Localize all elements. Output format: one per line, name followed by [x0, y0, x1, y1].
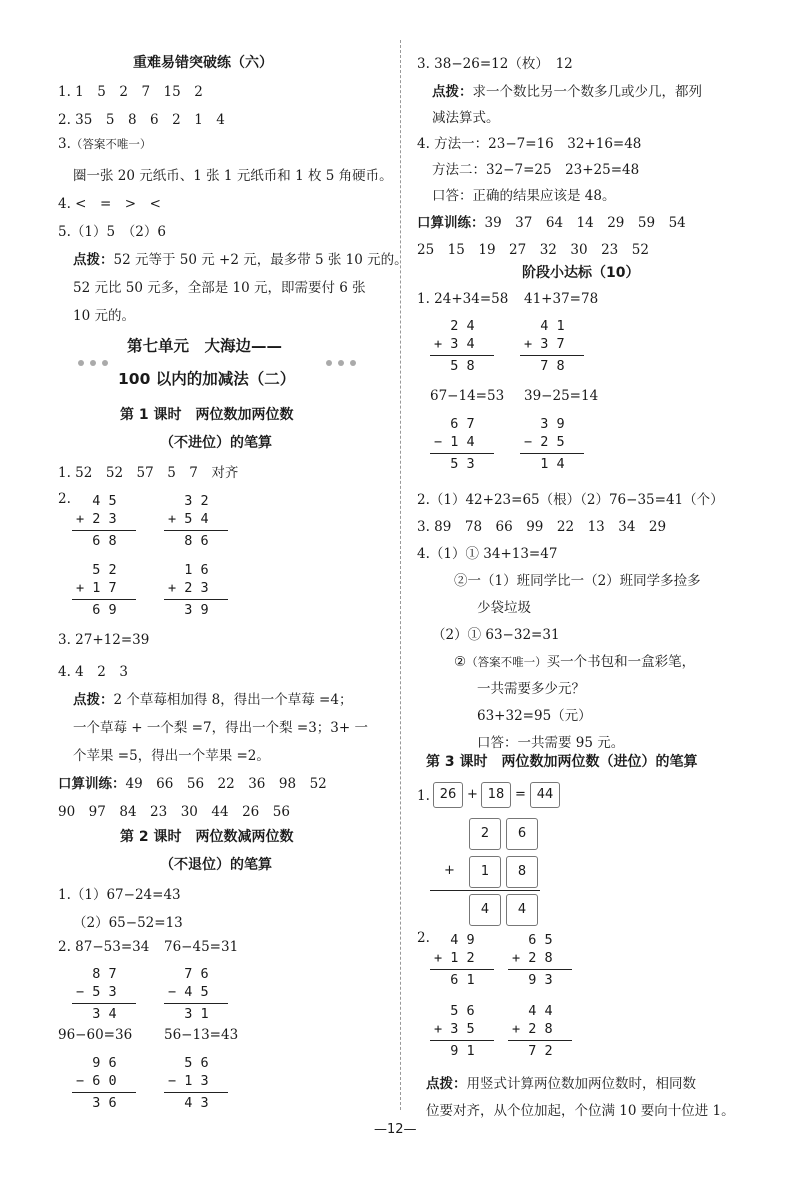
answer-line: 2. 35 5 8 6 2 1 4 — [58, 112, 225, 128]
answer-line: 4.（1）① 34+13=47 — [417, 546, 558, 562]
calc-line — [508, 969, 572, 970]
tip-label: 点拨： — [73, 252, 114, 268]
vertical-calc — [72, 493, 136, 555]
grid-cell: 2 — [469, 818, 501, 850]
answer-line: 39−25=14 — [524, 388, 599, 404]
oral-training — [417, 211, 686, 231]
answer-line: 3. 89 78 66 99 22 13 34 29 — [417, 519, 667, 535]
calc-row: + 2 8 — [512, 950, 553, 966]
number-box: 26 — [433, 782, 463, 808]
lesson-title: 第 2 课时 两位数减两位数 — [120, 829, 294, 845]
answer-line: 2.（1）42+23=65（根）（2）76−35=41（个） — [417, 492, 724, 508]
answer-line: 口答：正确的结果应该是 48。 — [432, 188, 616, 204]
answer-line: 3. 38−26=12（枚） 12 — [417, 56, 573, 72]
calc-line — [430, 969, 494, 970]
answer-line: 76−45=31 — [164, 939, 239, 955]
oral-training — [58, 772, 327, 792]
calc-row: 5 8 — [434, 358, 475, 374]
answer-note: （答案不唯一） — [70, 137, 152, 151]
answer-line: 56−13=43 — [164, 1027, 239, 1043]
calc-line — [72, 599, 136, 600]
vertical-calc — [520, 416, 584, 478]
calc-row: − 4 5 — [168, 984, 209, 1000]
calc-row: 7 6 — [168, 966, 209, 982]
calc-row: + 1 7 — [76, 580, 117, 596]
tip-text: 2 个草莓相加得 8，得出一个草莓 =4； — [113, 692, 353, 708]
calc-row: 6 8 — [76, 533, 117, 549]
answer-line: 1.（1）67−24=43 — [58, 887, 181, 903]
answer-line: 4. < = > < — [58, 196, 161, 212]
decoration-dots-left — [78, 354, 114, 370]
calc-row: 9 6 — [76, 1055, 117, 1071]
grid-cell: 6 — [506, 818, 538, 850]
tip-text: 个苹果 =5，得出一个苹果 =2。 — [73, 748, 270, 764]
answer-line: （2）① 63−32=31 — [432, 627, 560, 643]
page-number: —12— — [374, 1122, 417, 1137]
calc-row: 7 2 — [512, 1043, 553, 1059]
answer-line: 4. 方法一：23−7=16 32+16=48 — [417, 136, 642, 152]
calc-row: 1 4 — [524, 456, 565, 472]
grid-cell: 8 — [506, 856, 538, 888]
vertical-calc — [72, 1055, 136, 1117]
calc-row: 4 4 — [512, 1003, 553, 1019]
calc-line — [520, 453, 584, 454]
vertical-calc — [164, 493, 228, 555]
calc-row: 8 6 — [168, 533, 209, 549]
oral-values: 49 66 56 22 36 98 52 — [125, 776, 327, 792]
plus-sign: + — [444, 863, 455, 878]
vertical-calc — [164, 966, 228, 1028]
calc-row: + 2 3 — [168, 580, 209, 596]
calc-line — [164, 1003, 228, 1004]
calc-row: 6 9 — [76, 602, 117, 618]
answer-line: 3. 27+12=39 — [58, 632, 150, 648]
decoration-dots-right — [326, 354, 362, 370]
stage-title: 阶段小达标（10） — [522, 265, 640, 281]
tip — [73, 248, 408, 268]
number-box: 44 — [530, 782, 560, 808]
answer-line: 4. 4 2 3 — [58, 664, 128, 680]
calc-row: 4 3 — [168, 1095, 209, 1111]
answer-line: 96−60=36 — [58, 1027, 133, 1043]
answer-line: 5.（1）5 （2）6 — [58, 224, 166, 240]
tip-text: 52 元比 50 元多，全部是 10 元，即需要付 6 张 — [73, 280, 366, 296]
tip-label: 点拨： — [432, 84, 473, 100]
calc-line — [72, 1003, 136, 1004]
calc-row: 3 6 — [76, 1095, 117, 1111]
oral-values: 39 37 64 14 29 59 54 — [484, 215, 686, 231]
answer-line: 圈一张 20 元纸币、1 张 1 元纸币和 1 枚 5 角硬币。 — [73, 168, 393, 184]
vertical-calc — [520, 318, 584, 380]
oral-values: 90 97 84 23 30 44 26 56 — [58, 804, 290, 820]
calc-row: − 5 3 — [76, 984, 117, 1000]
calc-row: 7 8 — [524, 358, 565, 374]
calc-line — [164, 599, 228, 600]
grid-cell: 1 — [469, 856, 501, 888]
calc-row: + 2 3 — [76, 511, 117, 527]
tip-text: 求一个数比另一个数多几或少几，都列 — [472, 84, 702, 100]
calc-row: + 5 4 — [168, 511, 209, 527]
vertical-calc — [508, 1003, 572, 1065]
answer-line: 41+37=78 — [524, 291, 599, 307]
calc-line — [164, 530, 228, 531]
lesson-title: （不退位）的笔算 — [160, 857, 272, 873]
calc-row: 4 1 — [524, 318, 565, 334]
calc-row: 5 6 — [434, 1003, 475, 1019]
tip-text: 用竖式计算两位数加两位数时，相同数 — [466, 1076, 696, 1092]
calc-row: 6 1 — [434, 972, 475, 988]
calc-row: + 3 7 — [524, 336, 565, 352]
grid-cell: 4 — [469, 894, 501, 926]
question-number: 1. — [417, 788, 430, 804]
calc-row: 4 5 — [76, 493, 117, 509]
question-number: 2. — [417, 930, 430, 946]
vertical-calc — [430, 1003, 494, 1065]
tip — [426, 1072, 696, 1092]
calc-row: + 3 5 — [434, 1021, 475, 1037]
unit-title: 第七单元 大海边—— — [127, 337, 283, 355]
calc-line — [430, 1040, 494, 1041]
calc-line — [520, 355, 584, 356]
calc-row: 9 1 — [434, 1043, 475, 1059]
answer-line: 一共需要多少元？ — [477, 681, 585, 697]
answer-line: 63+32=95（元） — [477, 708, 592, 724]
vertical-calc — [72, 562, 136, 624]
tip-text: 10 元的。 — [73, 308, 135, 324]
answer-line — [58, 136, 151, 152]
calc-row: + 2 8 — [512, 1021, 553, 1037]
tip-text: 52 元等于 50 元 +2 元，最多带 5 张 10 元的。 — [113, 252, 408, 268]
number-box: 18 — [481, 782, 511, 808]
tip — [73, 688, 352, 708]
calc-row: 5 3 — [434, 456, 475, 472]
answer-line: 口答：一共需要 95 元。 — [477, 735, 625, 751]
calc-line — [430, 453, 494, 454]
tip-text: 一个草莓 + 一个梨 =7，得出一个梨 =3；3+ 一 — [73, 720, 368, 736]
calc-row: 4 9 — [434, 932, 475, 948]
lesson-title: 第 1 课时 两位数加两位数 — [120, 407, 294, 423]
answer-line: ②一（1）班同学比一（2）班同学多捡多 — [454, 573, 701, 589]
tip — [432, 80, 702, 100]
calc-row: + 3 4 — [434, 336, 475, 352]
calc-row: 6 5 — [512, 932, 553, 948]
calc-row: 3 9 — [168, 602, 209, 618]
vertical-calc — [430, 318, 494, 380]
calc-row: 3 1 — [168, 1006, 209, 1022]
tip-text: 位要对齐，从个位加起，个位满 10 要向十位进 1。 — [426, 1103, 735, 1119]
calc-row: 6 7 — [434, 416, 475, 432]
answer-line: （2）65−52=13 — [73, 915, 183, 931]
tip-label: 点拨： — [426, 1076, 467, 1092]
lesson-title: （不进位）的笔算 — [160, 435, 272, 451]
vertical-calc — [430, 932, 494, 994]
answer-line: 2. 87−53=34 — [58, 939, 150, 955]
vertical-calc — [164, 562, 228, 624]
unit-subtitle: 100 以内的加减法（二） — [118, 370, 296, 388]
answer-text: 买一个书包和一盒彩笔， — [546, 654, 696, 670]
answer-note: （答案不唯一） — [466, 655, 547, 669]
question-number: 2. — [58, 491, 71, 507]
calc-row: 8 7 — [76, 966, 117, 982]
calc-row: − 6 0 — [76, 1073, 117, 1089]
answer-line: 67−14=53 — [430, 388, 505, 404]
calc-row: − 1 4 — [434, 434, 475, 450]
vertical-calc — [72, 966, 136, 1028]
calc-row: 3 4 — [76, 1006, 117, 1022]
vertical-calc — [430, 416, 494, 478]
vertical-calc — [508, 932, 572, 994]
answer-line: 少袋垃圾 — [477, 600, 531, 616]
oral-values: 25 15 19 27 32 30 23 52 — [417, 242, 649, 258]
oral-label: 口算训练： — [417, 215, 485, 231]
calc-row: 9 3 — [512, 972, 553, 988]
calc-line — [72, 530, 136, 531]
calc-line — [430, 890, 540, 891]
answer-line: 1. 1 5 2 7 15 2 — [58, 84, 203, 100]
calc-row: 1 6 — [168, 562, 209, 578]
section-title: 重难易错突破练（六） — [133, 55, 273, 71]
calc-row: 3 2 — [168, 493, 209, 509]
question-number: 3. — [58, 136, 71, 152]
calc-row: 5 2 — [76, 562, 117, 578]
calc-line — [164, 1092, 228, 1093]
column-divider — [400, 40, 401, 1110]
answer-line: 方法二：32−7=25 23+25=48 — [432, 162, 640, 178]
calc-line — [508, 1040, 572, 1041]
oral-label: 口算训练： — [58, 776, 126, 792]
circled-number: ② — [454, 654, 467, 670]
grid-cell: 4 — [506, 894, 538, 926]
tip-text: 减法算式。 — [432, 110, 500, 126]
vertical-calc — [164, 1055, 228, 1117]
calc-row: 5 6 — [168, 1055, 209, 1071]
answer-line: 1. 52 52 57 5 7 对齐 — [58, 465, 239, 481]
equals-sign: = — [515, 787, 526, 802]
answer-line: 1. 24+34=58 — [417, 291, 509, 307]
plus-sign: + — [467, 787, 478, 802]
answer-line — [454, 650, 695, 670]
calc-line — [430, 355, 494, 356]
calc-line — [72, 1092, 136, 1093]
calc-row: 2 4 — [434, 318, 475, 334]
calc-row: 3 9 — [524, 416, 565, 432]
calc-row: + 1 2 — [434, 950, 475, 966]
tip-label: 点拨： — [73, 692, 114, 708]
calc-row: − 1 3 — [168, 1073, 209, 1089]
calc-row: − 2 5 — [524, 434, 565, 450]
lesson-title: 第 3 课时 两位数加两位数（进位）的笔算 — [426, 754, 698, 770]
